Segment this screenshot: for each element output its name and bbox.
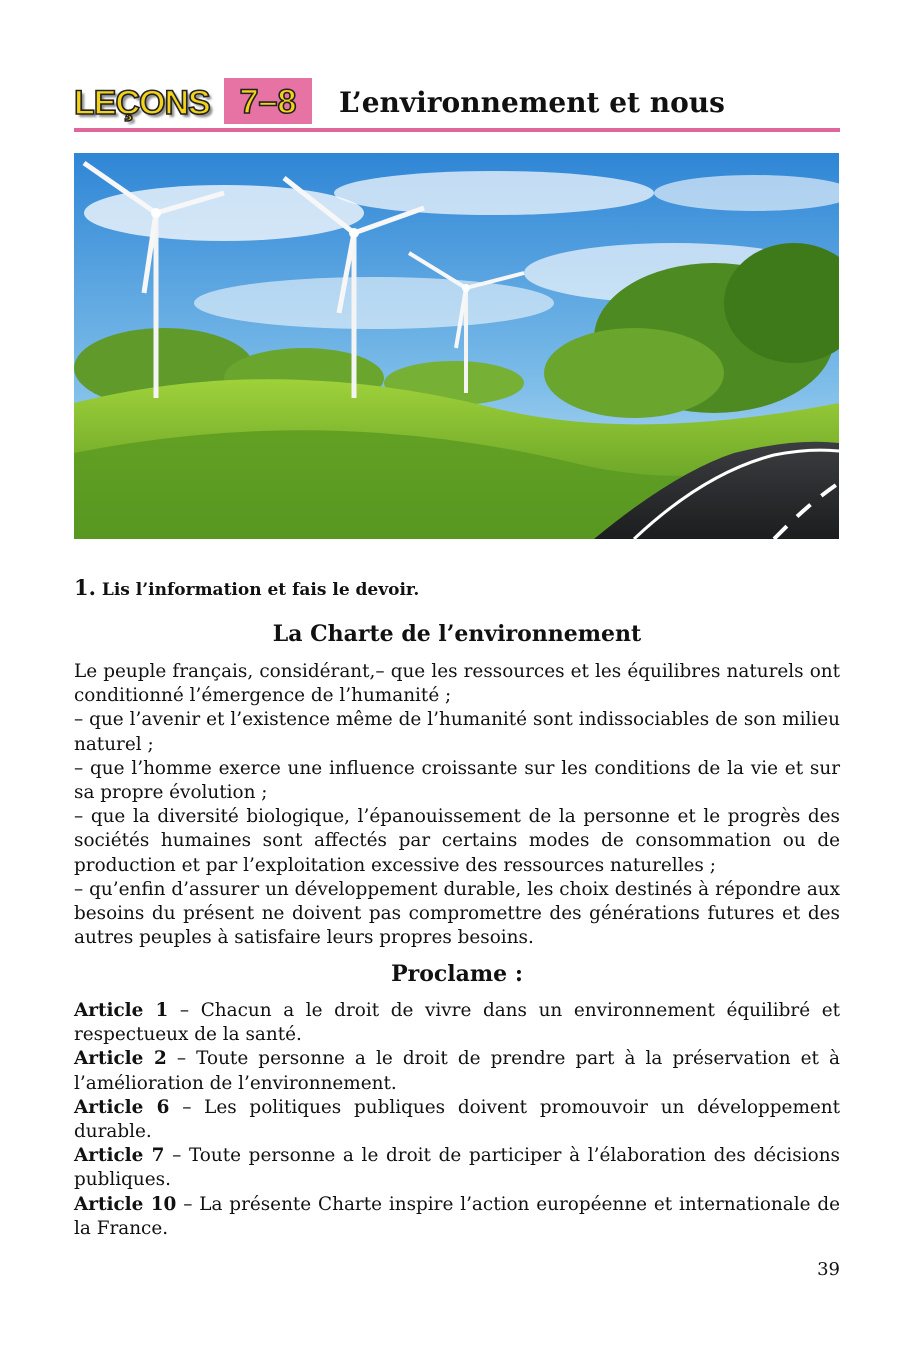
charter-paragraph: – qu’enfin d’assurer un développement durable, les choix destinés à répondre aux besoins du présent ne doivent pas compromettre des générations futures et des autres peuples à satisfaire leurs propres besoins. bbox=[74, 878, 840, 949]
lesson-header bbox=[74, 78, 840, 134]
page-title: L’environnement et nous bbox=[339, 86, 725, 119]
charter-paragraph: Le peuple français, considérant,– que les ressources et les équilibres naturels ont conditionné l’émergence de l’humanité ; bbox=[74, 661, 840, 707]
article-item bbox=[74, 1144, 840, 1192]
article-text: – Toute personne a le droit de participer à l’élaboration des décisions publiques. bbox=[74, 1145, 840, 1191]
charter-paragraph: – que l’homme exerce une influence croissante sur les conditions de la vie et sur sa propre évolution ; bbox=[74, 757, 840, 804]
article-item bbox=[74, 1193, 840, 1241]
page-number: 39 bbox=[817, 1259, 840, 1280]
title-underline bbox=[74, 128, 840, 132]
charter-title: La Charte de l’environnement bbox=[272, 621, 642, 647]
charter-text bbox=[74, 660, 840, 950]
proclame-title: Proclame : bbox=[391, 961, 523, 987]
task-instruction bbox=[74, 575, 419, 600]
articles-list bbox=[74, 999, 840, 1241]
article-item bbox=[74, 1047, 840, 1095]
lecons-label: LEÇONS bbox=[74, 84, 210, 122]
article-label: Article 7 bbox=[74, 1145, 165, 1167]
charter-paragraph: – que l’avenir et l’existence même de l’humanité sont indissociables de son milieu naturel ; bbox=[74, 709, 840, 755]
wind-turbines-photo bbox=[74, 153, 839, 539]
task-text: Lis l’information et fais le devoir. bbox=[101, 580, 420, 600]
article-text: – Toute personne a le droit de prendre part à la préservation et à l’amélioration de l’environnement. bbox=[74, 1048, 840, 1094]
task-number: 1. bbox=[74, 575, 96, 600]
article-text: – La présente Charte inspire l’action européenne et internationale de la France. bbox=[74, 1193, 840, 1239]
lesson-number-badge: 7–8 bbox=[224, 78, 312, 124]
article-label: Article 6 bbox=[74, 1096, 170, 1118]
article-text: – Les politiques publiques doivent promouvoir un développement durable. bbox=[74, 1096, 840, 1143]
article-label: Article 2 bbox=[74, 1048, 167, 1070]
article-label: Article 10 bbox=[74, 1193, 177, 1215]
article-item bbox=[74, 999, 840, 1047]
article-label: Article 1 bbox=[74, 1000, 169, 1021]
landscape-illustration bbox=[74, 153, 839, 539]
charter-paragraph: – que la diversité biologique, l’épanouissement de la personne et le progrès des sociétés humaines sont affectés par certains modes de consommation ou de production et par l’exploitation excessive des ressources naturelles ; bbox=[74, 806, 840, 876]
article-item bbox=[74, 1096, 840, 1144]
article-text: – Chacun a le droit de vivre dans un environnement équilibré et respectueux de la santé. bbox=[74, 1000, 840, 1046]
